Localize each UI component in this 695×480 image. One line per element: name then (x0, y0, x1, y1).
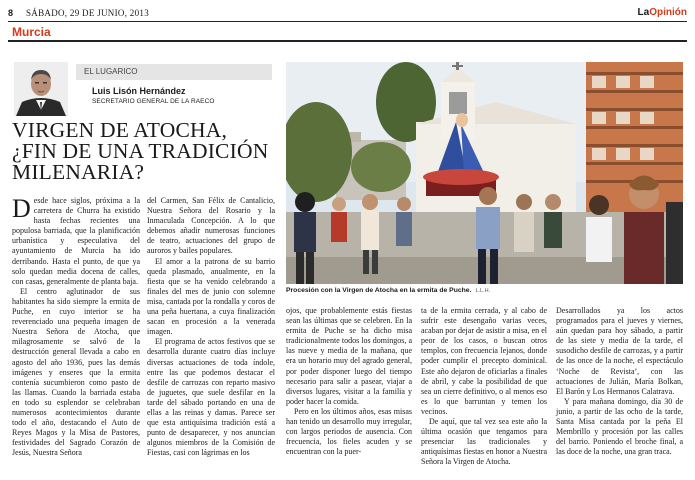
page-number: 8 (8, 8, 14, 18)
paragraph: De aquí, que tal vez sea este año la última ocasión que tengamos para presenciar las tradicionales y antiquísimas fiestas en honor a Nuestra Señora la Virgen de Atocha. (421, 417, 547, 467)
header-rule (8, 21, 687, 22)
headline-line-1: VIRGEN DE ATOCHA, (12, 118, 228, 142)
page-header (8, 8, 687, 22)
text-column-3 (286, 306, 412, 457)
paragraph: El centro aglutinador de sus habitantes ha sido siempre la ermita de Puche, en cuyo interior se ha reverenciado una pequeña imagen de Nuestra Señora de Atocha, que milagrosamente se salvó de la destrucción general llevada a cabo en agosto del año 1936, pues las demás imágenes y enseres que la ermita contenía sucumbieron como pasto de las llamas. Cuando la barriada estaba en todo su esplendor se celebraban numerosos acontecimientos durante todo el año, destacando el Auto de Reyes Magos y la Misa de Pastores, festividades del Sagrado Corazón de Jesús, Nuestra Señora (12, 286, 140, 458)
section-title: Murcia (12, 25, 51, 39)
paragraph: Desarrollados ya los actos programados para el jueves y viernes, aún quedan para hoy sábado, a partir de las siete y media de la tarde, el susodicho desfile de carrozas, y a partir de las once de la noche, el espectáculo ‘Noche de Revista’, con las actuaciones de Julián, María Bolkan, El Barón y Los Hermanos Calatrava. (556, 306, 683, 396)
article-headline (12, 120, 282, 183)
newspaper-logo (638, 7, 687, 18)
paragraph: ojos, que probablemente estás fiestas sean las últimas que se celebren. En la ermita de Puche se ha dicho misa tradicionalmente todos los domingos, a las nueve y media de la mañana, que era un horario muy del agrado general, por poder disponer luego del tiempo necesario para salir a pasear, viajar a diversos lugares, visitar a la familia y poder hacer la comida. (286, 306, 412, 406)
logo-name: Opinión (649, 7, 687, 18)
caption-text: Procesión con la Virgen de Atocha en la ermita de Puche. (286, 287, 472, 294)
text-column-1 (12, 196, 140, 458)
text-column-4 (421, 306, 547, 468)
paragraph: del Carmen, San Félix de Cantalicio, Nuestra Señora del Rosario y la Inmaculada Concepción. A lo que debemos añadir numerosas funciones de teatro, actuaciones del grupo de auroros y bailes populares. (147, 196, 275, 256)
column-byline (12, 62, 272, 116)
author-portrait (14, 62, 68, 116)
text-column-5 (556, 306, 683, 457)
text-column-2 (147, 196, 275, 458)
drop-cap: D (12, 194, 31, 223)
paragraph: ta de la ermita cerrada, y al cabo de sufrir este desengaño varias veces, acaban por dejar de asistir a misa, en el peor de los casos, o buscan otros templos, con frecuencia lejanos, donde poder cumplir el precepto dominical. Este año dejaron de oficiarlas a finales de abril, y cabe la posibilidad de que sea un cierre definitivo, o al menos eso es lo que barruntan y temen los vecinos. (421, 306, 547, 416)
author-role: SECRETARIO GENERAL DE LA RAECO (92, 98, 215, 105)
paragraph: El amor a la patrona de su barrio queda plasmado, anualmente, en la fiesta que se ha venido celebrando a finales del mes de junio con solemne misa, cantada por la rondalla y coros de una peña huertana, a cuya finalización sacan en procesión a la venerada imagen. (147, 256, 275, 337)
headline-line-3: MILENARIA? (12, 160, 145, 184)
issue-date: SÁBADO, 29 DE JUNIO, 2013 (26, 8, 150, 18)
paragraph: Y para mañana domingo, día 30 de junio, a partir de las ocho de la tarde, Santa Misa cantada por la peña El Membrillo y procesión por las calles del barrio. Poniendo el broche final, a las doce de la noche, una gran traca. (556, 396, 683, 457)
section-rule (8, 40, 687, 42)
logo-prefix: La (637, 7, 650, 18)
paragraph (12, 196, 140, 287)
article-photo (286, 62, 683, 284)
paragraph: El programa de actos festivos que se desarrolla durante cuatro días incluye diversas actuaciones de toda índole, entre las que podemos destacar el desfile de carrozas con reparto masivo de juguetes, que suele desfilar en la tarde del sábado portando en una de ellas a las reinas y damas. Parece ser que esta antiquísima tradición está a punto de desaparecer, y nos anuncian algunos miembros de la Comisión de Fiestas, casi con lágrimas en los (147, 337, 275, 458)
photo-caption (286, 287, 683, 294)
column-label: EL LUGARICO (76, 64, 272, 80)
paragraph: Pero en los últimos años, esas misas han tenido un desarrollo muy irregular, con largos periodos de ausencia. Con frecuencia, los fieles acuden y se encuentran con la puer- (286, 406, 412, 457)
author-name: Luis Lisón Hernández (92, 86, 186, 96)
headline-line-2: ¿FIN DE UNA TRADICIÓN (12, 139, 269, 163)
photo-credit: L.L.H. (475, 288, 491, 294)
paragraph-text: esde hace siglos, próxima a la carretera de Churra ha existido hasta fechas recientes una populosa barriada, que la planificación urbanística y especulativa del ayuntamiento de Murcia ha ido derribando. Hasta el punto, de que ya solo quedan media docena de calles, con casas, generalmente de planta baja. (12, 196, 140, 286)
